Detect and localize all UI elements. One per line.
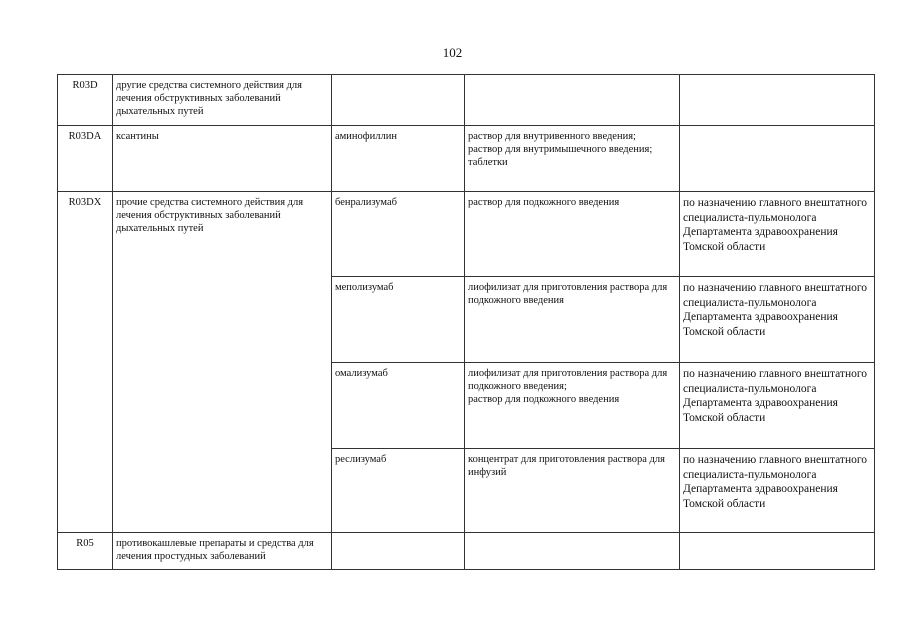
form-cell: концентрат для приготовления раствора для инфузий bbox=[465, 449, 680, 533]
group-cell: противокашлевые препараты и средства для лечения простудных заболеваний bbox=[113, 533, 332, 570]
atc-code-cell: R03D bbox=[58, 75, 113, 126]
drug-cell: омализумаб bbox=[332, 363, 465, 449]
form-cell: раствор для подкожного введения bbox=[465, 192, 680, 277]
form-cell: лиофилизат для приготовления раствора для подкожного введения bbox=[465, 277, 680, 363]
note-cell: по назначению главного внештатного специалиста-пульмонолога Департамента здравоохранения Томской области bbox=[680, 363, 875, 449]
drug-cell bbox=[332, 533, 465, 570]
drug-cell: аминофиллин bbox=[332, 126, 465, 192]
note-cell: по назначению главного внештатного специалиста-пульмонолога Департамента здравоохранения Томской области bbox=[680, 277, 875, 363]
group-cell: ксантины bbox=[113, 126, 332, 192]
medication-table bbox=[57, 74, 875, 570]
group-cell: другие средства системного действия для лечения обструктивных заболеваний дыхательных путей bbox=[113, 75, 332, 126]
form-cell: лиофилизат для приготовления раствора для подкожного введения; раствор для подкожного введения bbox=[465, 363, 680, 449]
note-cell bbox=[680, 75, 875, 126]
atc-code-cell: R05 bbox=[58, 533, 113, 570]
table-row bbox=[58, 126, 875, 192]
table-row bbox=[58, 75, 875, 126]
note-cell: по назначению главного внештатного специалиста-пульмонолога Департамента здравоохранения Томской области bbox=[680, 449, 875, 533]
form-cell bbox=[465, 533, 680, 570]
page-number: 102 bbox=[442, 45, 463, 60]
table-row bbox=[58, 533, 875, 570]
form-cell: раствор для внутривенного введения; раствор для внутримышечного введения; таблетки bbox=[465, 126, 680, 192]
note-cell bbox=[680, 533, 875, 570]
drug-cell: бенрализумаб bbox=[332, 192, 465, 277]
table-row bbox=[58, 192, 875, 277]
group-cell: прочие средства системного действия для лечения обструктивных заболеваний дыхательных путей bbox=[113, 192, 332, 533]
note-cell: по назначению главного внештатного специалиста-пульмонолога Департамента здравоохранения Томской области bbox=[680, 192, 875, 277]
atc-code-cell: R03DA bbox=[58, 126, 113, 192]
note-cell bbox=[680, 126, 875, 192]
form-cell bbox=[465, 75, 680, 126]
drug-cell bbox=[332, 75, 465, 126]
drug-cell: меполизумаб bbox=[332, 277, 465, 363]
drug-cell: реслизумаб bbox=[332, 449, 465, 533]
atc-code-cell: R03DX bbox=[58, 192, 113, 533]
